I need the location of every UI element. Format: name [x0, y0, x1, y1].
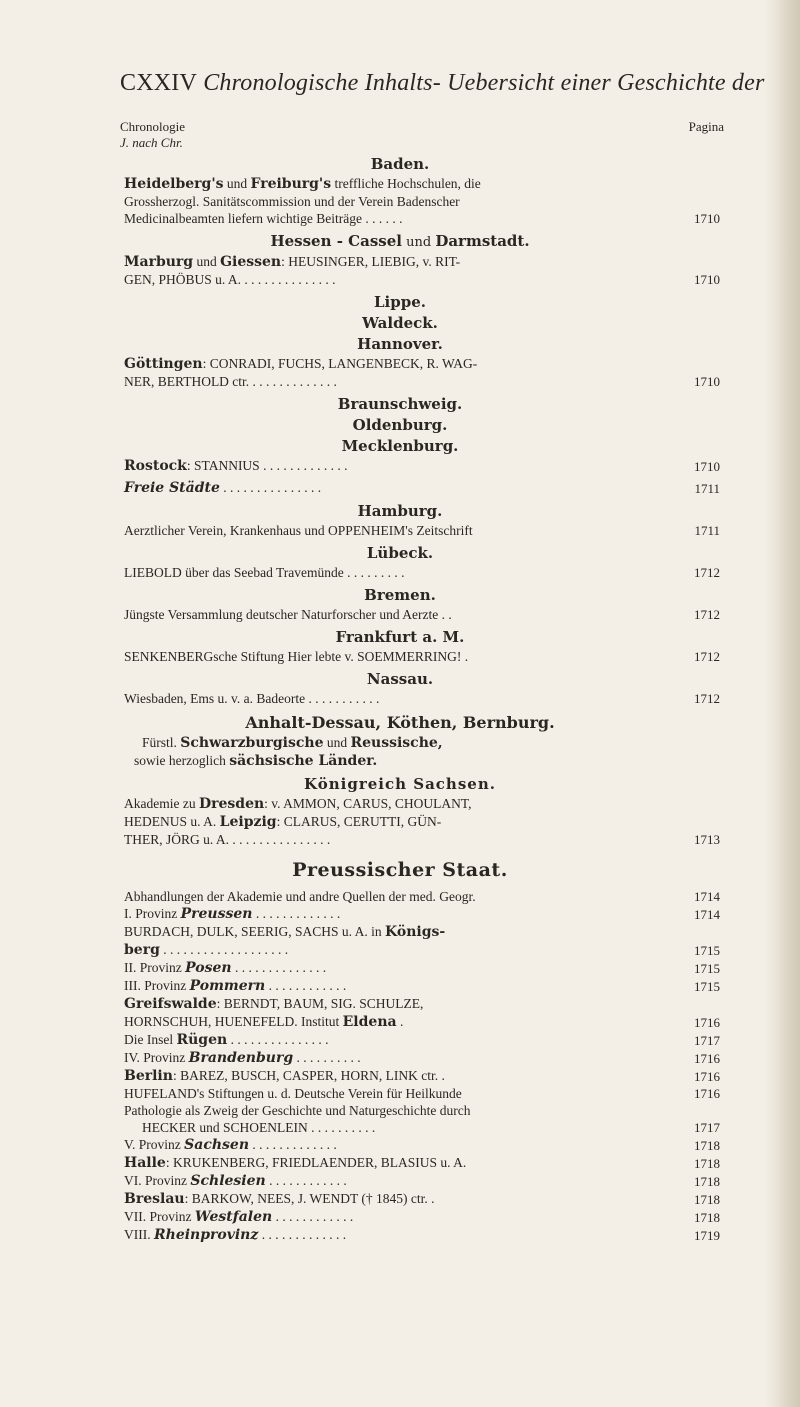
page-ref: 1712: [694, 565, 720, 580]
text: .: [396, 1014, 404, 1029]
entry-row: [120, 1067, 720, 1085]
entry-row: [120, 831, 720, 848]
section-oldenburg: Oldenburg.: [352, 416, 448, 434]
entry-row: [120, 959, 720, 977]
text: Grossherzogl. Sanitätscommission und der Verein Badenscher: [124, 194, 460, 209]
section-hamburg: Hamburg.: [357, 502, 443, 520]
place-halle: Halle: [124, 1155, 166, 1171]
text: BURDACH, DULK, SEERIG, SACHS u. A. in: [124, 924, 386, 939]
entry-row: [120, 1190, 720, 1208]
section-nassau: Nassau.: [366, 670, 434, 688]
page-ref: 1714: [694, 889, 720, 904]
text: : BARKOW, NEES, J. WENDT († 1845) ctr. .: [184, 1191, 435, 1206]
section-lippe: Lippe.: [374, 293, 426, 311]
page-ref: 1718: [694, 1138, 720, 1153]
text: . . . . . . . . . . . . . .: [231, 960, 327, 975]
place-schwarzburg: Schwarzburgische: [180, 735, 324, 751]
text: : STANNIUS . . . . . . . . . . . . .: [186, 458, 348, 473]
entry-row: [120, 923, 720, 941]
section-baden: Baden.: [370, 155, 430, 173]
province-preussen: Preussen: [180, 906, 253, 922]
section-luebeck: Lübeck.: [366, 544, 434, 562]
text: treffliche Hochschulen, die: [331, 176, 481, 191]
entry-row: [120, 1226, 720, 1244]
text: Hessen - Cassel: [270, 232, 402, 250]
text: . . . . . . . . . . . . .: [252, 906, 341, 921]
col-chronologie: Chronologie: [120, 119, 185, 134]
text: VIII.: [124, 1227, 154, 1242]
place-ruegen: Rügen: [176, 1032, 228, 1048]
province-pommern: Pommern: [189, 978, 266, 994]
page-ref: 1719: [694, 1228, 720, 1243]
entry-row: [120, 175, 720, 193]
text: : BAREZ, BUSCH, CASPER, HORN, LINK ctr. .: [172, 1068, 445, 1083]
text: NER, BERTHOLD ctr. . . . . . . . . . . . . .: [124, 374, 337, 389]
entry-row: [120, 1208, 720, 1226]
entry-row: [120, 813, 720, 831]
page-ref: 1714: [694, 907, 720, 922]
entry-row: [120, 373, 720, 390]
text: THER, JÖRG u. A. . . . . . . . . . . . . . . .: [124, 832, 331, 847]
section-hessen: [120, 231, 720, 253]
province-rheinprovinz: Rheinprovinz: [154, 1227, 259, 1243]
page-ref: 1717: [694, 1120, 720, 1135]
page-ref: 1710: [694, 374, 720, 389]
text: I. Provinz: [124, 906, 181, 921]
text: : CLARUS, CERUTTI, GÜN-: [276, 814, 442, 829]
entry-row: [120, 1085, 720, 1102]
section-anhalt: Anhalt-Dessau, Köthen, Bernburg.: [245, 713, 555, 732]
text: SENKENBERGsche Stiftung Hier lebte v. SOEMMERRING! .: [124, 649, 469, 664]
province-brandenburg: Brandenburg: [188, 1050, 294, 1066]
entry-row: [120, 995, 720, 1013]
entry-row: [120, 888, 720, 905]
province-posen: Posen: [185, 960, 232, 976]
page-ref: 1710: [694, 459, 720, 474]
entry-row: [120, 355, 720, 373]
page-ref: 1716: [694, 1051, 720, 1066]
text: . . . . . . . . . .: [293, 1050, 361, 1065]
entry-row: [120, 977, 720, 995]
text: II. Provinz: [124, 960, 186, 975]
place-rostock: Rostock: [124, 458, 187, 474]
text: . . . . . . . . . . . . . . .: [219, 480, 322, 495]
entry-row: [120, 271, 720, 288]
page-ref: 1715: [694, 961, 720, 976]
entry-row: [120, 1172, 720, 1190]
page-ref: 1718: [694, 1156, 720, 1171]
text: HUFELAND's Stiftungen u. d. Deutsche Verein für Heilkunde: [124, 1086, 462, 1101]
text: LIEBOLD über das Seebad Travemünde . . . . . . . . .: [124, 565, 405, 580]
province-schlesien: Schlesien: [190, 1173, 266, 1189]
page-ref: 1718: [694, 1192, 720, 1207]
col-year-label: J. nach Chr.: [120, 135, 183, 150]
column-headers: [120, 119, 724, 135]
running-head-title: Chronologische Inhalts- Uebersicht einer Geschichte der: [203, 70, 765, 96]
page-number-roman: CXXIV: [120, 70, 197, 96]
page-ref: 1711: [694, 481, 720, 496]
text: Wiesbaden, Ems u. v. a. Badeorte . . . . . . . . . . .: [124, 691, 380, 706]
section-hannover: Hannover.: [357, 335, 443, 353]
text: Jüngste Versammlung deutscher Naturforscher und Aerzte . .: [124, 607, 452, 622]
page-ref: 1712: [694, 691, 720, 706]
text: Aerztlicher Verein, Krankenhaus und OPPENHEIM's Zeitschrift: [124, 523, 473, 538]
page-ref: 1716: [694, 1086, 720, 1101]
page-ref: 1712: [694, 607, 720, 622]
text: Medicinalbeamten liefern wichtige Beiträge . . . . . .: [124, 211, 403, 226]
place-freiburg: Freiburg's: [250, 176, 332, 192]
text: und: [323, 735, 351, 750]
page-ref: 1716: [694, 1015, 720, 1030]
book-page: [120, 70, 765, 1244]
place-goettingen: Göttingen: [124, 356, 203, 372]
text: HORNSCHUH, HUENEFELD. Institut: [124, 1014, 343, 1029]
place-berlin: Berlin: [124, 1068, 173, 1084]
text: : v. AMMON, CARUS, CHOULANT,: [264, 796, 472, 811]
page-ref: 1710: [694, 272, 720, 287]
text: Fürstl.: [142, 735, 181, 750]
province-westfalen: Westfalen: [194, 1209, 273, 1225]
entry-row: [120, 1049, 720, 1067]
entry-row: [120, 522, 720, 539]
section-preussischer-staat: Preussischer Staat.: [292, 859, 508, 881]
section-bremen: Bremen.: [364, 586, 436, 604]
text: : BERNDT, BAUM, SIG. SCHULZE,: [216, 996, 424, 1011]
place-eldena: Eldena: [342, 1014, 397, 1030]
entry-row: [120, 253, 720, 271]
page-ref: 1718: [694, 1210, 720, 1225]
text: . . . . . . . . . . . .: [272, 1209, 354, 1224]
page-ref: 1713: [694, 832, 720, 847]
text: . . . . . . . . . . . .: [265, 978, 347, 993]
text: : HEUSINGER, LIEBIG, v. RIT-: [281, 254, 461, 269]
text: III. Provinz: [124, 978, 190, 993]
place-reuss: Reussische,: [350, 735, 443, 751]
text: VI. Provinz: [124, 1173, 191, 1188]
page-ref: 1715: [694, 979, 720, 994]
place-greifswalde: Greifswalde: [124, 996, 217, 1012]
entry-row: [120, 905, 720, 923]
text: und: [193, 254, 221, 269]
text: VII. Provinz: [124, 1209, 195, 1224]
section-mecklenburg: Mecklenburg.: [341, 437, 459, 455]
text: Abhandlungen der Akademie und andre Quellen der med. Geogr.: [124, 889, 476, 904]
section-frankfurt: Frankfurt a. M.: [335, 628, 465, 646]
text: . . . . . . . . . . . . . . .: [227, 1032, 329, 1047]
section-freie-staedte: Freie Städte: [124, 480, 220, 496]
entry-row: [120, 564, 720, 581]
entry-row: [120, 457, 720, 475]
text: GEN, PHÖBUS u. A. . . . . . . . . . . . . . .: [124, 272, 336, 287]
entry-row: [120, 1154, 720, 1172]
entry-row: [120, 734, 720, 752]
entry-row: [120, 479, 720, 497]
text: und: [223, 176, 251, 191]
text: HECKER und SCHOENLEIN . . . . . . . . . .: [142, 1120, 376, 1135]
text: : CONRADI, FUCHS, LANGENBECK, R. WAG-: [202, 356, 478, 371]
page-ref: 1715: [694, 943, 720, 958]
page-ref: 1718: [694, 1174, 720, 1189]
text: Akademie zu: [124, 796, 199, 811]
entry-row: [120, 1013, 720, 1031]
page-ref: 1716: [694, 1069, 720, 1084]
text: . . . . . . . . . . . . .: [258, 1227, 347, 1242]
text: Pathologie als Zweig der Geschichte und Naturgeschichte durch: [124, 1103, 471, 1118]
entry-row: [120, 606, 720, 623]
place-heidelberg: Heidelberg's: [124, 176, 224, 192]
section-braunschweig: Braunschweig.: [337, 395, 463, 413]
entry-row: [120, 1031, 720, 1049]
entry-row: [120, 752, 720, 770]
place-breslau: Breslau: [124, 1191, 185, 1207]
place-marburg: Marburg: [124, 254, 194, 270]
entry-row: [120, 210, 720, 227]
entry-row: [120, 941, 720, 959]
col-pagina: Pagina: [688, 119, 724, 134]
text: HEDENUS u. A.: [124, 814, 220, 829]
text: V. Provinz: [124, 1137, 185, 1152]
place-saechsische-laender: sächsische Länder.: [229, 753, 378, 769]
place-koenigsberg: Königs-: [385, 924, 446, 940]
text: . . . . . . . . . . . .: [265, 1173, 347, 1188]
entry-row: [120, 1119, 720, 1136]
page-edge-shadow: [764, 0, 800, 1407]
text: . . . . . . . . . . . . .: [249, 1137, 337, 1152]
entry-row: [120, 1136, 720, 1154]
page-ref: 1710: [694, 211, 720, 226]
text: IV. Provinz: [124, 1050, 189, 1065]
entry-row: [120, 648, 720, 665]
entry-row: [120, 690, 720, 707]
text: Darmstadt.: [435, 232, 530, 250]
entry-row: [120, 1102, 720, 1119]
page-ref: 1712: [694, 649, 720, 664]
text: sowie herzoglich: [134, 753, 230, 768]
entry-row: [120, 193, 720, 210]
place-dresden: Dresden: [198, 796, 265, 812]
province-sachsen: Sachsen: [184, 1137, 249, 1153]
place-koenigsberg-cont: berg: [124, 942, 160, 958]
text: : KRUKENBERG, FRIEDLAENDER, BLASIUS u. A.: [165, 1155, 467, 1170]
section-waldeck: Waldeck.: [362, 314, 438, 332]
text: . . . . . . . . . . . . . . . . . . .: [159, 942, 289, 957]
text: Die Insel: [124, 1032, 177, 1047]
place-giessen: Giessen: [220, 254, 282, 270]
text: und: [401, 235, 436, 250]
place-leipzig: Leipzig: [219, 814, 277, 830]
running-head: [120, 70, 765, 97]
entry-row: [120, 795, 720, 813]
page-ref: 1717: [694, 1033, 720, 1048]
section-koenigreich-sachsen: Königreich Sachsen.: [304, 775, 496, 793]
page-ref: 1711: [694, 523, 720, 538]
